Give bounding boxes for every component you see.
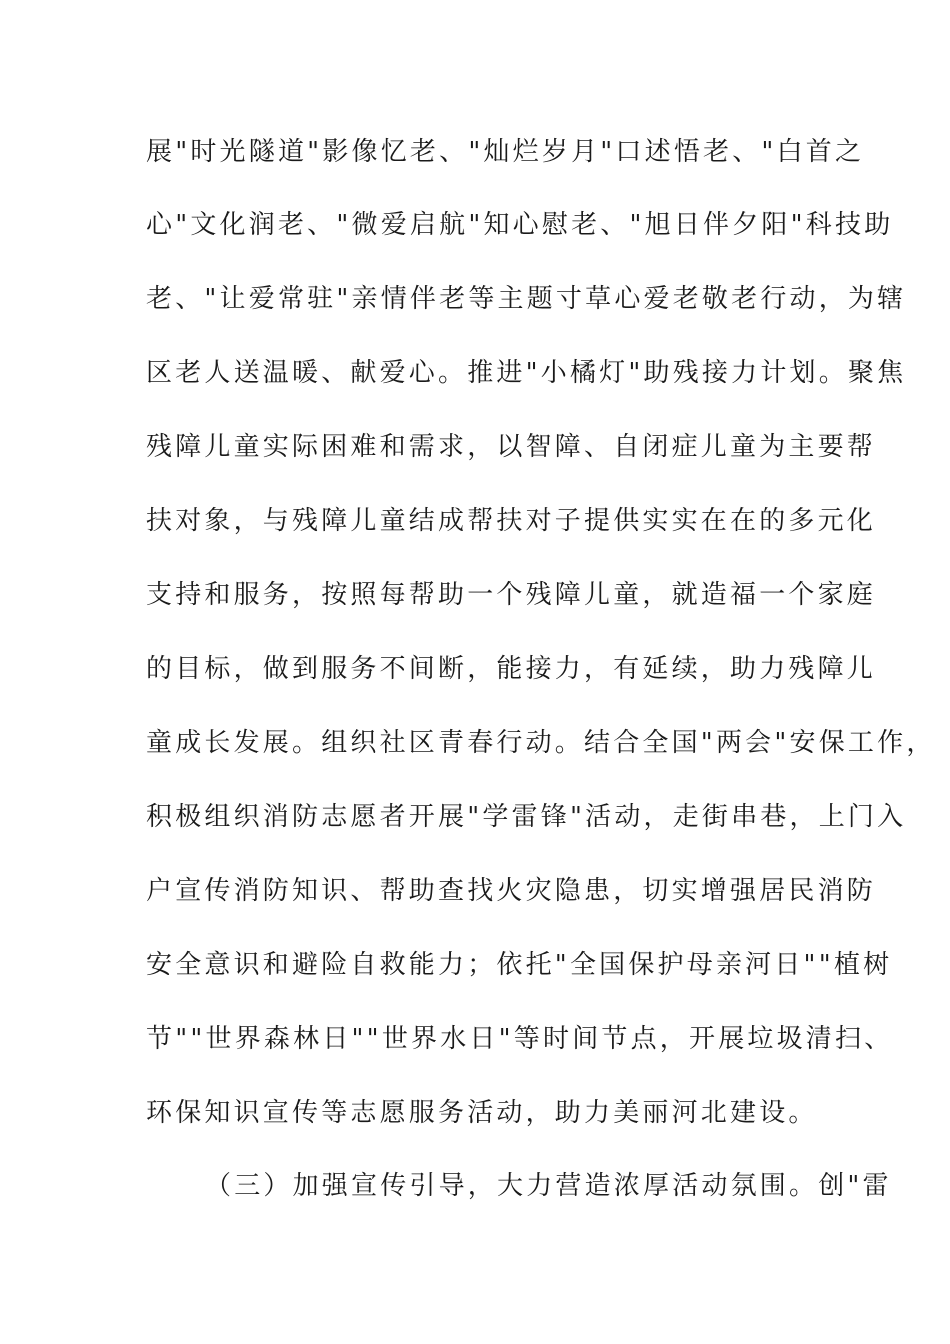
text-line: 环保知识宣传等志愿服务活动，助力美丽河北建设。 bbox=[146, 1098, 818, 1128]
text-line: 老、"让爱常驻"亲情伴老等主题寸草心爱老敬老行动，为辖 bbox=[146, 284, 907, 314]
text-line: 节""世界森林日""世界水日"等时间节点，开展垃圾清扫、 bbox=[146, 1024, 894, 1054]
text-line: 残障儿童实际困难和需求，以智障、自闭症儿童为主要帮 bbox=[146, 432, 877, 462]
text-line: 童成长发展。组织社区青春行动。结合全国"两会"安保工作， bbox=[146, 728, 936, 758]
text-line: 支持和服务，按照每帮助一个残障儿童，就造福一个家庭 bbox=[146, 580, 877, 610]
text-line: 区老人送温暖、献爱心。推进"小橘灯"助残接力计划。聚焦 bbox=[146, 358, 907, 388]
text-line: 安全意识和避险自救能力；依托"全国保护母亲河日""植树 bbox=[146, 950, 893, 980]
text-line: 展"时光隧道"影像忆老、"灿烂岁月"口述悟老、"白首之 bbox=[146, 137, 865, 167]
text-line: 积极组织消防志愿者开展"学雷锋"活动，走街串巷，上门入 bbox=[146, 802, 907, 832]
text-line: 心"文化润老、"微爱启航"知心慰老、"旭日伴夕阳"科技助 bbox=[146, 210, 894, 240]
section-heading-line: （三）加强宣传引导，大力营造浓厚活动氛围。创"雷 bbox=[205, 1171, 892, 1201]
text-line: 户宣传消防知识、帮助查找火灾隐患，切实增强居民消防 bbox=[146, 876, 877, 906]
text-line: 的目标，做到服务不间断，能接力，有延续，助力残障儿 bbox=[146, 654, 877, 684]
text-line: 扶对象，与残障儿童结成帮扶对子提供实实在在的多元化 bbox=[146, 506, 877, 536]
